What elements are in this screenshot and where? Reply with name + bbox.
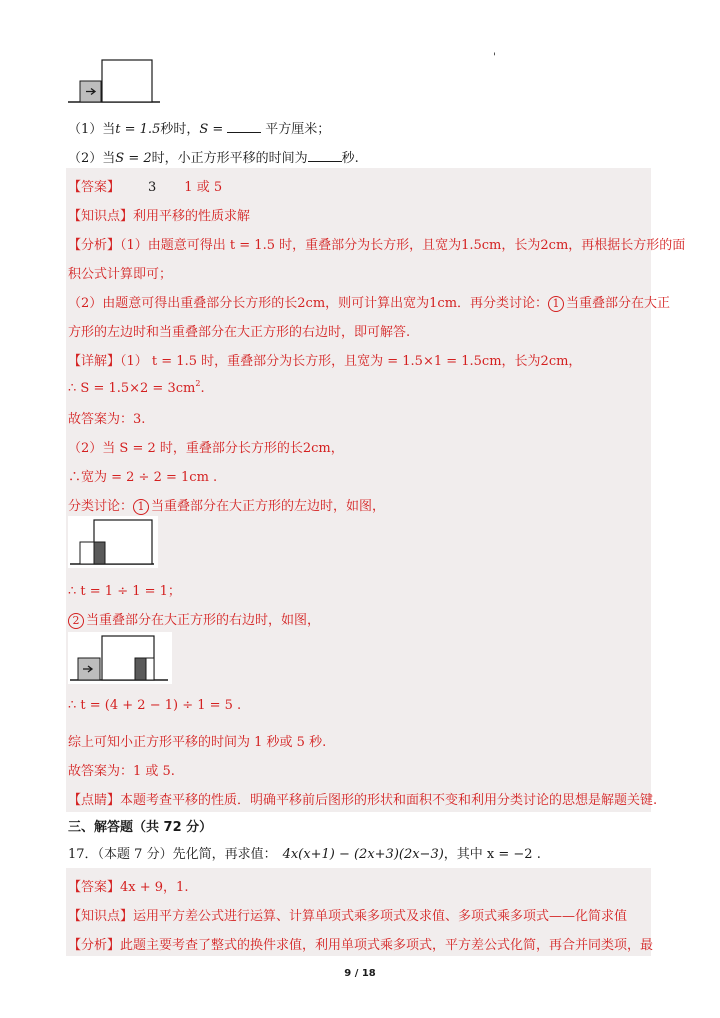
figure-initial-position <box>68 56 160 106</box>
analysis-line-1: 【分析】（1）由题意可得出 t = 1.5 时，重叠部分为长方形，且宽为1.5cm，长为2cm，再根据长方形的面 <box>68 238 686 253</box>
knowledge-line: 【知识点】利用平移的性质求解 <box>68 209 251 224</box>
question-2: （2）当S = 2时，小正方形平移的时间为 秒. <box>68 151 359 166</box>
detail-line-11: 故答案为：1 或 5. <box>68 764 175 779</box>
comment-line: 【点睛】本题考查平移的性质．明确平移前后图形的形状和面积不变和利用分类讨论的思想是解题关键. <box>68 793 658 808</box>
answer17-line: 【答案】4x + 9，1. <box>68 880 189 895</box>
detail-line-7: ∴ t = 1 ÷ 1 = 1； <box>68 584 181 599</box>
analysis-line-2: 积公式计算即可； <box>68 267 173 282</box>
circled-number: 1 <box>133 499 149 515</box>
detail-line-10: 综上可知小正方形平移的时间为 1 秒或 5 秒. <box>68 735 327 750</box>
page-number: 9 / 18 <box>344 968 376 979</box>
detail-line-2: ∴ $S = 1.5\times 2 = 3cm^2$. <box>68 379 205 396</box>
knowledge17-line: 【知识点】运用平方差公式进行运算、计算单项式乘多项式及求值、多项式乘多项式——化简求值 <box>68 909 628 924</box>
detail-line-3: 故答案为：3. <box>68 412 146 427</box>
detail-line-8: 2 当重叠部分在大正方形的右边时，如图， <box>68 609 320 629</box>
figure-overlap-right <box>68 632 172 684</box>
detail-line-6: 分类讨论： 1 当重叠部分在大正方形的左边时，如图， <box>68 499 386 514</box>
figure-overlap-left <box>68 516 158 568</box>
header-mark: ' <box>493 52 496 63</box>
question-1: （1）当t = 1.5秒时，S = 平方厘米； <box>68 122 331 137</box>
detail-line-1: 【详解】（1） t = 1.5 时，重叠部分为长方形，且宽为 = 1.5×1 = 1.5cm，长为2cm， <box>68 354 582 369</box>
analysis-line-3: （2）由题意可得出重叠部分长方形的长2cm，则可计算出宽为1cm．再分类讨论： 1 当重叠部分在大正 <box>68 296 671 311</box>
circled-number: 1 <box>548 296 564 312</box>
detail-line-5: ∴宽为 = 2 ÷ 2 = 1cm . <box>68 470 218 485</box>
question-17: 17．（本题 7 分）先化简，再求值： 4x(x+1) − (2x+3)(2x−3)，其中 x = −2 . <box>68 847 541 862</box>
section-title: 三、解答题（共 72 分） <box>68 820 213 835</box>
analysis17-line: 【分析】此题主要考查了整式的换件求值，利用单项式乘多项式，平方差公式化简，再合并同类项，最 <box>68 938 654 953</box>
analysis-line-4: 方形的左边时和当重叠部分在大正方形的右边时，即可解答. <box>68 325 411 340</box>
detail-line-4: （2）当 S = 2 时，重叠部分长方形的长2cm， <box>68 441 344 456</box>
detail-line-9: ∴ t = (4 + 2 − 1) ÷ 1 = 5 . <box>68 698 242 713</box>
answer-line: 【答案】 3 1 或 5 <box>68 180 223 195</box>
circled-number: 2 <box>68 613 84 629</box>
